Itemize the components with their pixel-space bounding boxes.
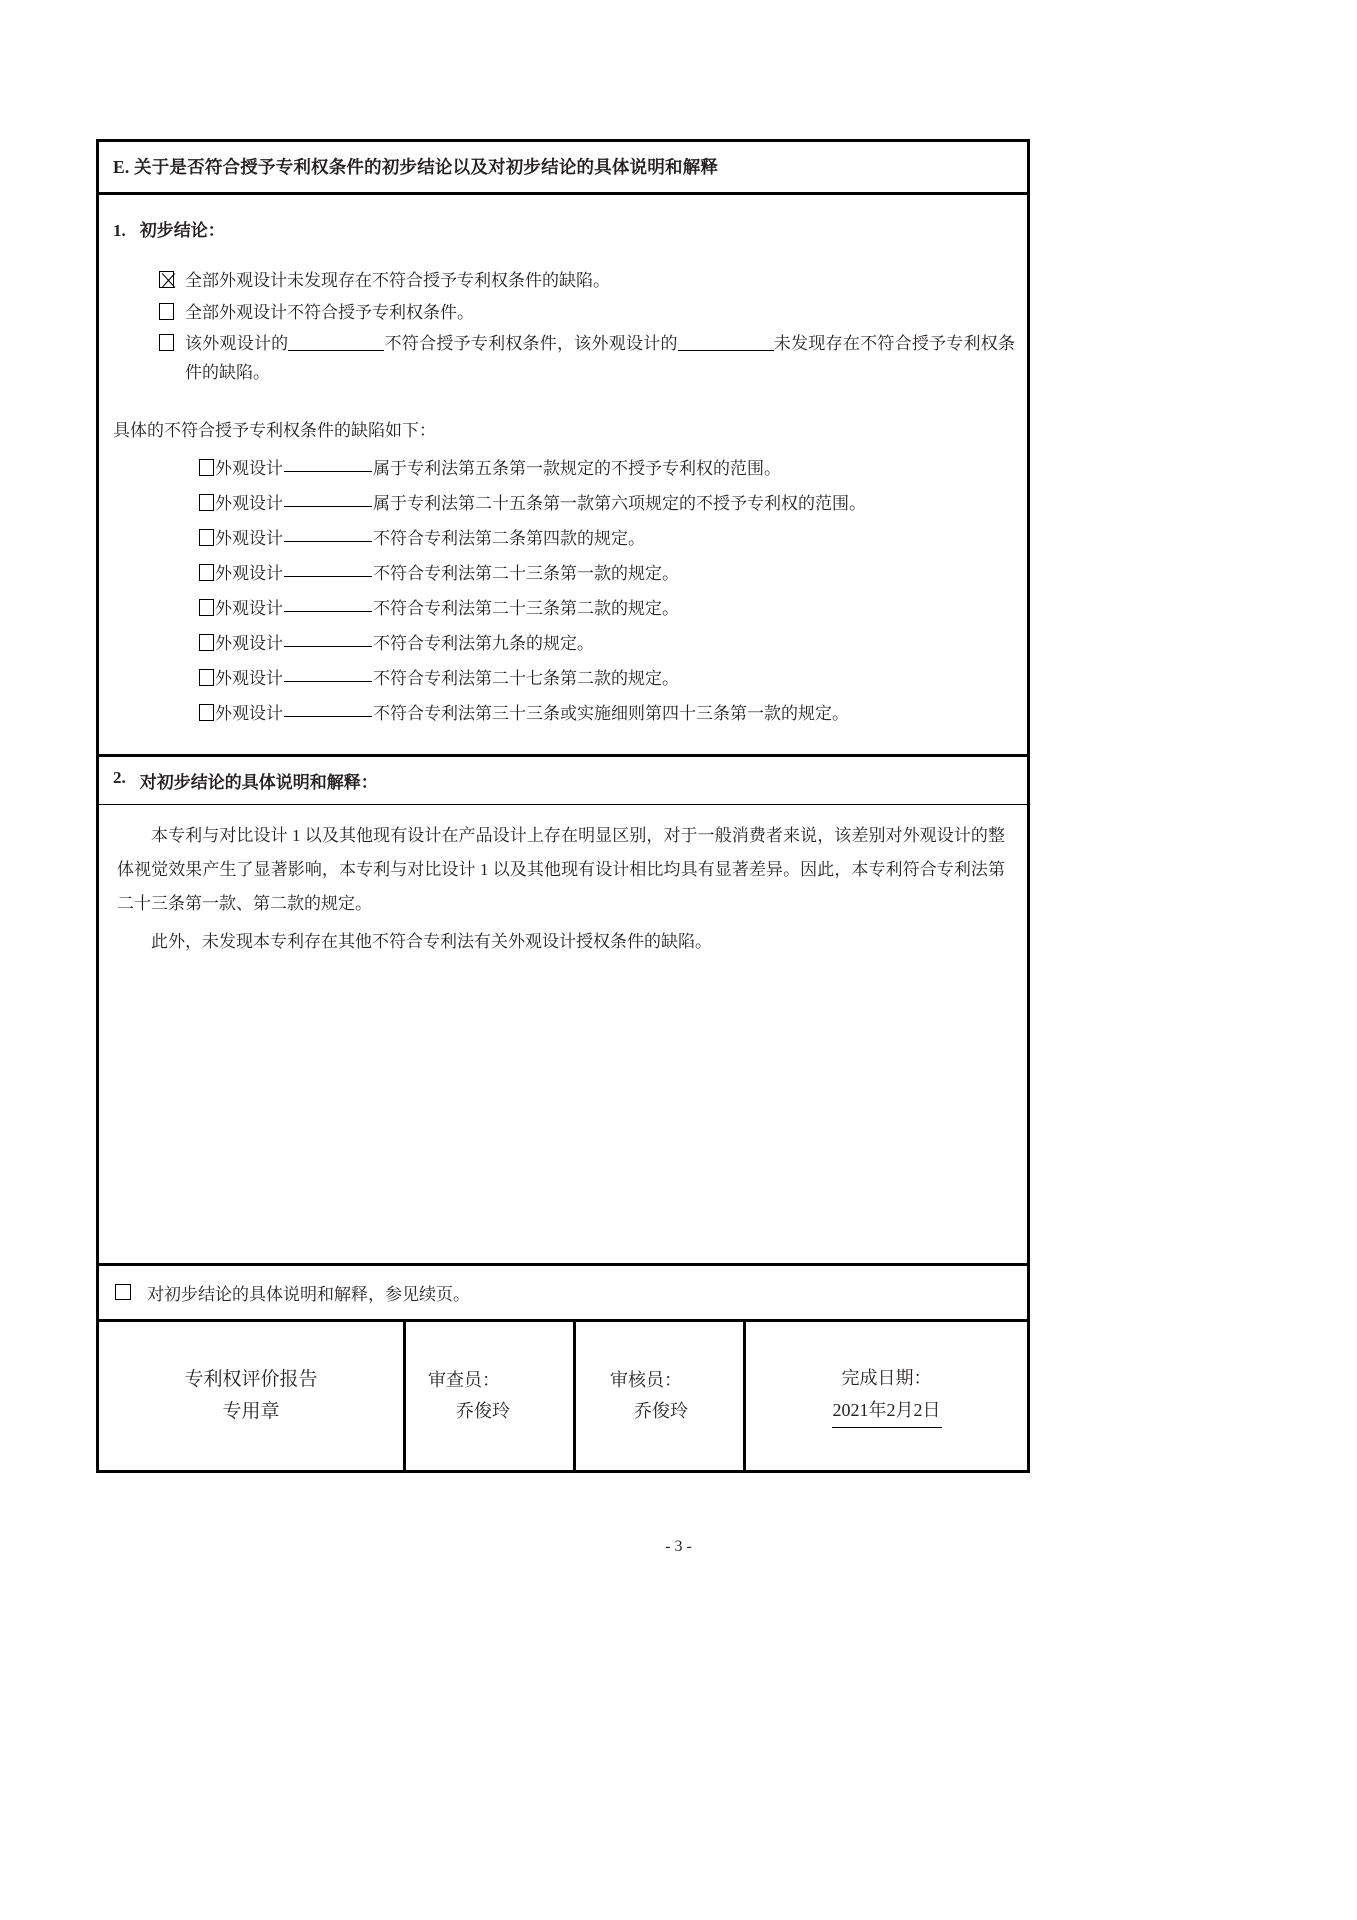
checkbox-icon-all-designs-no-defect[interactable] [159, 271, 174, 288]
defect-1-prefix: 外观设计 [215, 459, 283, 479]
section-letter: E. [113, 157, 130, 177]
defect-7-suffix: 不符合专利法第二十七条第二款的规定。 [373, 668, 679, 688]
defect-4-suffix: 不符合专利法第二十三条第一款的规定。 [373, 563, 679, 583]
seal-line-2: 专用章 [222, 1400, 280, 1422]
conclusion-option-2[interactable] [113, 298, 1015, 327]
fill-blank-field[interactable] [288, 333, 384, 351]
checkbox-icon-defect-8[interactable] [199, 704, 214, 721]
block-preliminary-conclusion [99, 195, 1027, 756]
form-frame [96, 139, 1030, 1473]
reviewer-cell [576, 1322, 746, 1470]
defect-6-prefix: 外观设计 [215, 633, 283, 653]
conclusion-option-3[interactable] [113, 329, 1015, 387]
reviewer-label: 审核员： [610, 1369, 682, 1390]
examiner-cell [406, 1322, 576, 1470]
defect-item-1[interactable] [113, 454, 1015, 484]
block2-title: 对初步结论的具体说明和解释： [139, 772, 378, 792]
defect-item-7[interactable] [113, 664, 1015, 694]
defect-7-prefix: 外观设计 [215, 668, 283, 688]
conclusion-checkbox-list [113, 266, 1015, 387]
defect-item-8[interactable] [113, 699, 1015, 729]
fill-blank-field[interactable] [284, 489, 372, 507]
defect-item-3[interactable] [113, 524, 1015, 554]
defect-8-suffix: 不符合专利法第三十三条或实施细则第四十三条第一款的规定。 [373, 703, 849, 723]
checkbox-icon-defect-3[interactable] [199, 529, 214, 546]
seal-line-1: 专利权评价报告 [184, 1369, 318, 1391]
partial-text-3: 未发现存在不符合授予专利权条件的缺陷。 [185, 333, 1016, 383]
explanation-paragraph-2: 此外，未发现本专利存在其他不符合专利法有关外观设计授权条件的缺陷。 [151, 931, 712, 951]
completion-date-value: 2021年2月2日 [832, 1395, 942, 1429]
defect-3-prefix: 外观设计 [215, 529, 283, 549]
continuation-label: 对初步结论的具体说明和解释，参见续页。 [147, 1284, 470, 1304]
defect-4-prefix: 外观设计 [215, 563, 283, 583]
defect-8-prefix: 外观设计 [215, 703, 283, 723]
examiner-value: 乔俊玲 [456, 1400, 510, 1421]
explanation-paragraph-1: 本专利与对比设计 1 以及其他现有设计在产品设计上存在明显区别，对于一般消费者来说，该差别对外观设计的整体视觉效果产生了显著影响，本专利与对比设计 1 以及其他现有设计相比均具有显著差异。因此，本专利符合专利法第二十三条第一款、第二款的规定。 [117, 825, 1005, 913]
fill-blank-field[interactable] [284, 524, 372, 542]
block2-explanation-body [99, 805, 1027, 1263]
defect-6-suffix: 不符合专利法第九条的规定。 [373, 633, 594, 653]
defect-item-2[interactable] [113, 489, 1015, 519]
block2-heading [99, 757, 1027, 805]
defect-item-6[interactable] [113, 629, 1015, 659]
checkbox-icon-defect-1[interactable] [199, 459, 214, 476]
fill-blank-field[interactable] [284, 664, 372, 682]
defect-item-4[interactable] [113, 559, 1015, 589]
continuation-row[interactable] [99, 1263, 1027, 1322]
completion-date-cell [746, 1322, 1027, 1470]
partial-text-2: 不符合授予专利权条件，该外观设计的 [384, 333, 678, 353]
defect-3-suffix: 不符合专利法第二条第四款的规定。 [373, 529, 645, 549]
defect-5-prefix: 外观设计 [215, 598, 283, 618]
checkbox-icon-defect-7[interactable] [199, 669, 214, 686]
conclusion-option-1[interactable] [113, 266, 1015, 295]
reviewer-value: 乔俊玲 [634, 1400, 688, 1421]
defect-1-suffix: 属于专利法第五条第一款规定的不授予专利权的范围。 [373, 459, 781, 479]
page-number: - 3 - [665, 1538, 692, 1555]
checkbox-icon-defect-2[interactable] [199, 494, 214, 511]
conclusion-option-3-label [185, 329, 1015, 387]
fill-blank-field[interactable] [284, 629, 372, 647]
conclusion-option-1-label: 全部外观设计未发现存在不符合授予专利权条件的缺陷。 [185, 271, 610, 291]
fill-blank-field[interactable] [284, 454, 372, 472]
checkbox-icon-defect-5[interactable] [199, 599, 214, 616]
defect-2-prefix: 外观设计 [215, 494, 283, 514]
checkbox-icon-all-designs-noncompliant[interactable] [159, 303, 174, 320]
signature-table [99, 1322, 1027, 1470]
block1-heading [113, 217, 1015, 244]
defects-intro-text: 具体的不符合授予专利权条件的缺陷如下： [113, 421, 436, 441]
checkbox-icon-continuation[interactable] [115, 1284, 131, 1300]
block1-index: 1. [113, 221, 126, 241]
checkbox-icon-defect-4[interactable] [199, 564, 214, 581]
fill-blank-field[interactable] [284, 699, 372, 717]
section-title: 关于是否符合授予专利权条件的初步结论以及对初步结论的具体说明和解释 [134, 157, 719, 177]
conclusion-option-2-label: 全部外观设计不符合授予专利权条件。 [185, 302, 474, 322]
fill-blank-field[interactable] [284, 594, 372, 612]
fill-blank-field[interactable] [284, 559, 372, 577]
defect-checkbox-list [113, 454, 1015, 728]
section-e-header [99, 142, 1027, 195]
seal-cell [99, 1322, 406, 1470]
fill-blank-field[interactable] [678, 333, 774, 351]
defect-item-5[interactable] [113, 594, 1015, 624]
defect-5-suffix: 不符合专利法第二十三条第二款的规定。 [373, 598, 679, 618]
examiner-label: 审查员： [428, 1369, 500, 1390]
block1-title: 初步结论： [139, 221, 225, 241]
checkbox-icon-defect-6[interactable] [199, 634, 214, 651]
partial-text-1: 该外观设计的 [185, 333, 289, 353]
checkbox-icon-partial-design[interactable] [159, 334, 174, 351]
completion-date-label: 完成日期： [841, 1368, 932, 1389]
defect-2-suffix: 属于专利法第二十五条第一款第六项规定的不授予专利权的范围。 [373, 494, 866, 514]
block2-index: 2. [113, 767, 126, 787]
